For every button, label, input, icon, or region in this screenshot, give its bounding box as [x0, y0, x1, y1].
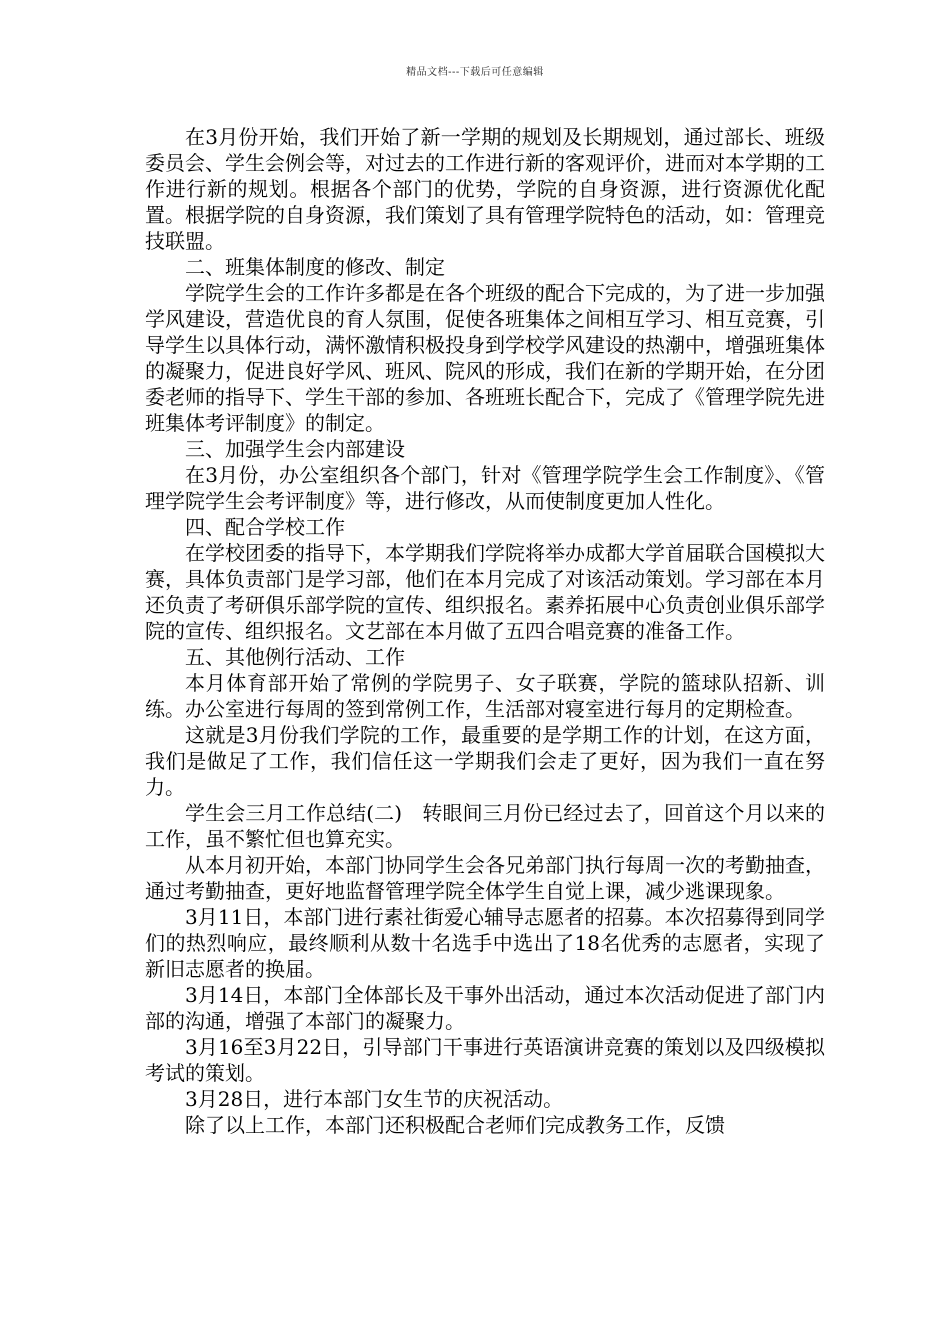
paragraph: 3月14日，本部门全体部长及干事外出活动，通过本次活动促进了部门内部的沟通，增强了本部门的凝聚力。: [145, 983, 825, 1033]
page-header: 精品文档---下载后可任意编辑: [406, 67, 544, 78]
paragraph: 在3月份，办公室组织各个部门，针对《管理学院学生会工作制度》、《管理学院学生会考评制度》等，进行修改，从而使制度更加人性化。: [145, 463, 825, 513]
paragraph: 除了以上工作，本部门还积极配合老师们完成教务工作，反馈: [185, 1113, 725, 1137]
paragraph: 本月体育部开始了常例的学院男子、女子联赛，学院的篮球队招新、训练。办公室进行每周的签到常例工作，生活部对寝室进行每月的定期检查。: [145, 671, 825, 721]
paragraph: 3月11日，本部门进行素社街爱心辅导志愿者的招募。本次招募得到同学们的热烈响应，最终顺利从数十名选手中选出了18名优秀的志愿者，实现了新旧志愿者的换届。: [145, 905, 825, 981]
section-heading: 二、班集体制度的修改、制定: [185, 255, 445, 279]
paragraph: 在学校团委的指导下，本学期我们学院将举办成都大学首届联合国模拟大赛，具体负责部门是学习部，他们在本月完成了对该活动策划。学习部在本月还负责了考研俱乐部学院的宣传、组织报名。素养拓展中心负责创业俱乐部学院的宣传、组织报名。文艺部在本月做了五四合唱竞赛的准备工作。: [145, 541, 825, 643]
paragraph: 3月28日，进行本部门女生节的庆祝活动。: [185, 1087, 564, 1111]
paragraph: 学生会三月工作总结(二) 转眼间三月份已经过去了，回首这个月以来的工作，虽不繁忙但也算充实。: [145, 801, 825, 851]
paragraph: 3月16至3月22日，引导部门干事进行英语演讲竞赛的策划以及四级模拟考试的策划。: [145, 1035, 825, 1085]
paragraph: 从本月初开始，本部门协同学生会各兄弟部门执行每周一次的考勤抽查，通过考勤抽查，更好地监督管理学院全体学生自觉上课，减少逃课现象。: [145, 853, 825, 903]
paragraph: 在3月份开始，我们开始了新一学期的规划及长期规划，通过部长、班级委员会、学生会例会等，对过去的工作进行新的客观评价，进而对本学期的工作进行新的规划。根据各个部门的优势，学院的自身资源，进行资源优化配置。根据学院的自身资源，我们策划了具有管理学院特色的活动，如：管理竞技联盟。: [145, 125, 825, 253]
document-body: [145, 124, 825, 1138]
section-heading: 五、其他例行活动、工作: [185, 645, 405, 669]
section-heading: 四、配合学校工作: [185, 515, 345, 539]
section-heading: 三、加强学生会内部建设: [185, 437, 405, 461]
paragraph: 学院学生会的工作许多都是在各个班级的配合下完成的，为了进一步加强学风建设，营造优良的育人氛围，促使各班集体之间相互学习、相互竞赛，引导学生以具体行动，满怀激情积极投身到学校学风建设的热潮中，增强班集体的凝聚力，促进良好学风、班风、院风的形成，我们在新的学期开始，在分团委老师的指导下、学生干部的参加、各班班长配合下，完成了《管理学院先进班集体考评制度》的制定。: [145, 281, 825, 435]
paragraph: 这就是3月份我们学院的工作，最重要的是学期工作的计划，在这方面，我们是做足了工作，我们信任这一学期我们会走了更好，因为我们一直在努力。: [145, 723, 825, 799]
